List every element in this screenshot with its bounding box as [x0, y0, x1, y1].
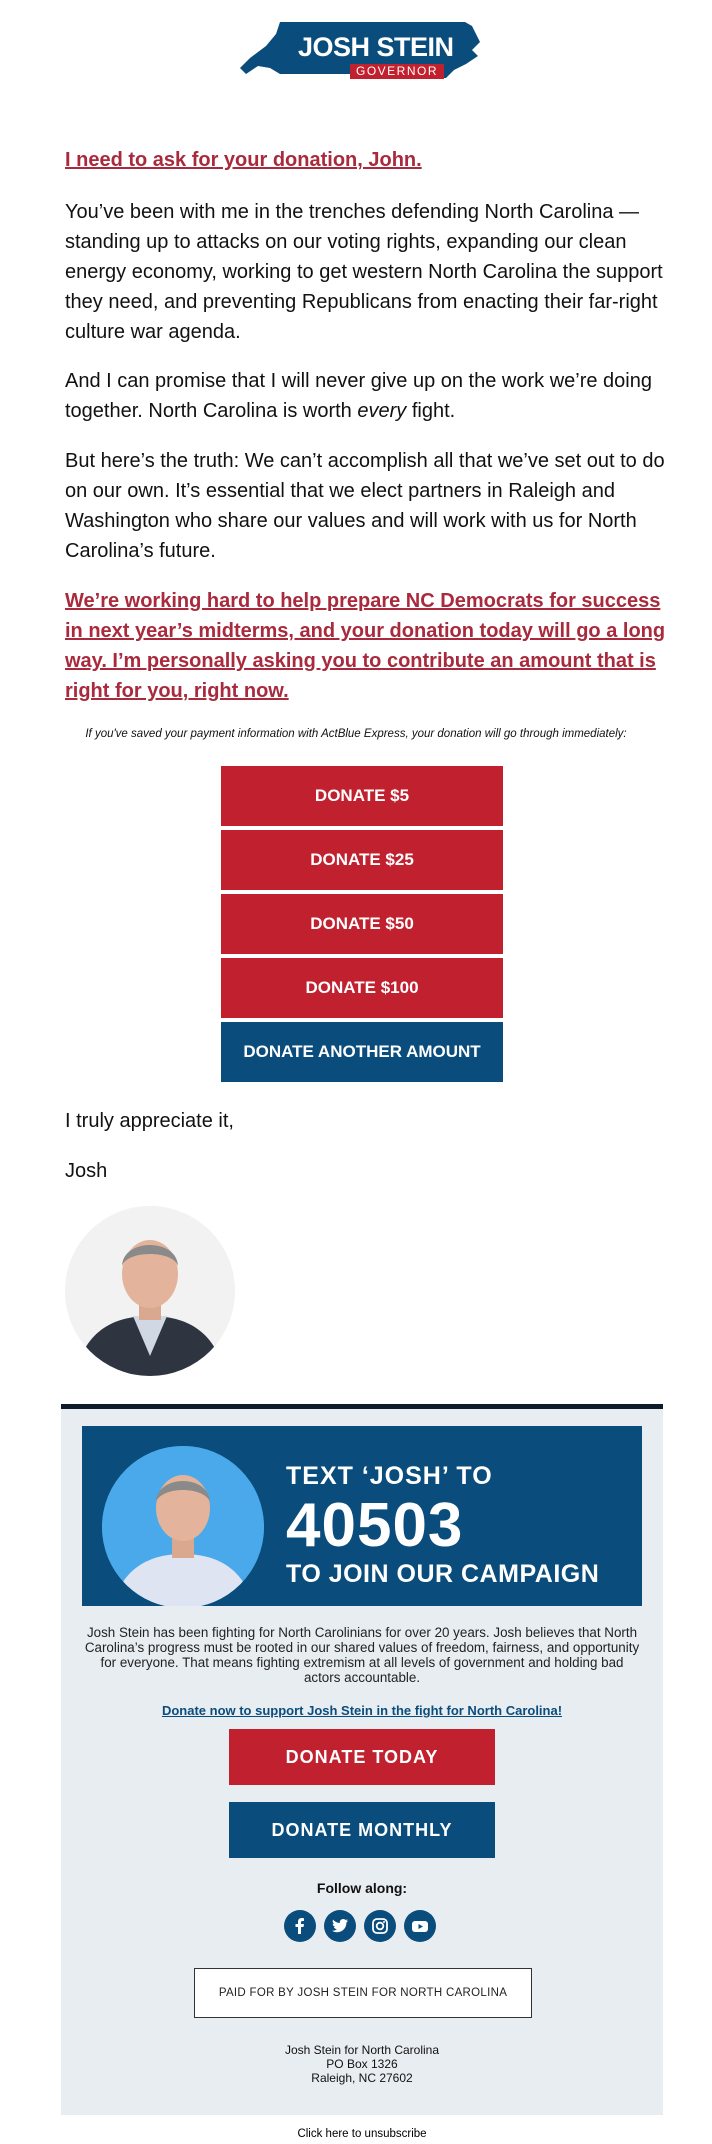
logo-subtitle: GOVERNOR — [350, 64, 444, 79]
address-line-3: Raleigh, NC 27602 — [311, 2071, 413, 2085]
campaign-logo[interactable] — [240, 20, 485, 82]
banner-line-3: TO JOIN OUR CAMPAIGN — [286, 1560, 600, 1588]
follow-label: Follow along: — [316, 1880, 408, 1896]
donate-100-button[interactable]: DONATE $100 — [221, 958, 503, 1018]
donate-50-button[interactable]: DONATE $50 — [221, 894, 503, 954]
instagram-icon[interactable] — [364, 1910, 396, 1942]
paragraph-1: You’ve been with me in the trenches defending North Carolina — standing up to attacks on our voting rights, expanding our clean energy economy, working to get western North Carolina the support they need, and preventing Republicans from enacting their far-right culture war agenda. — [65, 201, 663, 343]
text-join-banner[interactable] — [82, 1426, 642, 1606]
donate-today-button[interactable]: DONATE TODAY — [229, 1729, 495, 1785]
paragraph-2 — [65, 366, 665, 426]
banner-photo — [102, 1446, 264, 1606]
banner-line-1: TEXT ‘JOSH’ TO — [286, 1462, 493, 1490]
logo-name: JOSH STEIN — [298, 32, 454, 62]
address-line-2: PO Box 1326 — [326, 2057, 398, 2071]
signature: Josh — [65, 1160, 108, 1182]
paragraph-2-emphasis: every — [357, 400, 407, 422]
donate-other-amount-button[interactable]: DONATE ANOTHER AMOUNT — [221, 1022, 503, 1082]
twitter-icon[interactable] — [324, 1910, 356, 1942]
contribute-link[interactable]: We’re working hard to help prepare NC Democrats for success in next year’s midterms, and your donation today will go a long way. I’m personally asking you to contribute an amount that is right for you, right now. — [65, 590, 666, 702]
unsubscribe-link[interactable]: Click here to unsubscribe — [297, 2128, 427, 2140]
donation-ask-link[interactable]: I need to ask for your donation, John. — [65, 149, 422, 171]
donate-5-button[interactable]: DONATE $5 — [221, 766, 503, 826]
closing-line: I truly appreciate it, — [65, 1110, 234, 1132]
facebook-icon[interactable] — [284, 1910, 316, 1942]
paragraph-2-text-b: fight. — [406, 400, 456, 422]
josh-stein-photo — [65, 1206, 235, 1376]
actblue-note: If you've saved your payment information with ActBlue Express, your donation will go through immediately: — [85, 728, 627, 740]
banner-shortcode: 40503 — [286, 1491, 464, 1560]
paid-for-box: PAID FOR BY JOSH STEIN FOR NORTH CAROLINA — [194, 1968, 532, 2018]
donate-monthly-button[interactable]: DONATE MONTHLY — [229, 1802, 495, 1858]
donate-25-button[interactable]: DONATE $25 — [221, 830, 503, 890]
about-text: Josh Stein has been fighting for North Carolinians for over 20 years. Josh believes that North Carolina’s progress must be rooted in our shared values of freedom, fairness, and opportunity for everyone. That means fighting extremism at all levels of government and holding bad actors accountable. — [84, 1625, 640, 1685]
address-line-1: Josh Stein for North Carolina — [284, 2043, 440, 2057]
support-link[interactable]: Donate now to support Josh Stein in the fight for North Carolina! — [161, 1703, 563, 1718]
paragraph-3: But here’s the truth: We can’t accomplish all that we’ve set out to do on our own. It’s essential that we elect partners in Raleigh and Washington who share our values and will work with us for North Carolina’s future. — [65, 450, 665, 562]
mailing-address — [0, 2043, 712, 2085]
youtube-icon[interactable] — [404, 1910, 436, 1942]
paragraph-2-text-a: And I can promise that I will never give up on the work we’re doing together. North Carolina is worth — [65, 370, 652, 422]
